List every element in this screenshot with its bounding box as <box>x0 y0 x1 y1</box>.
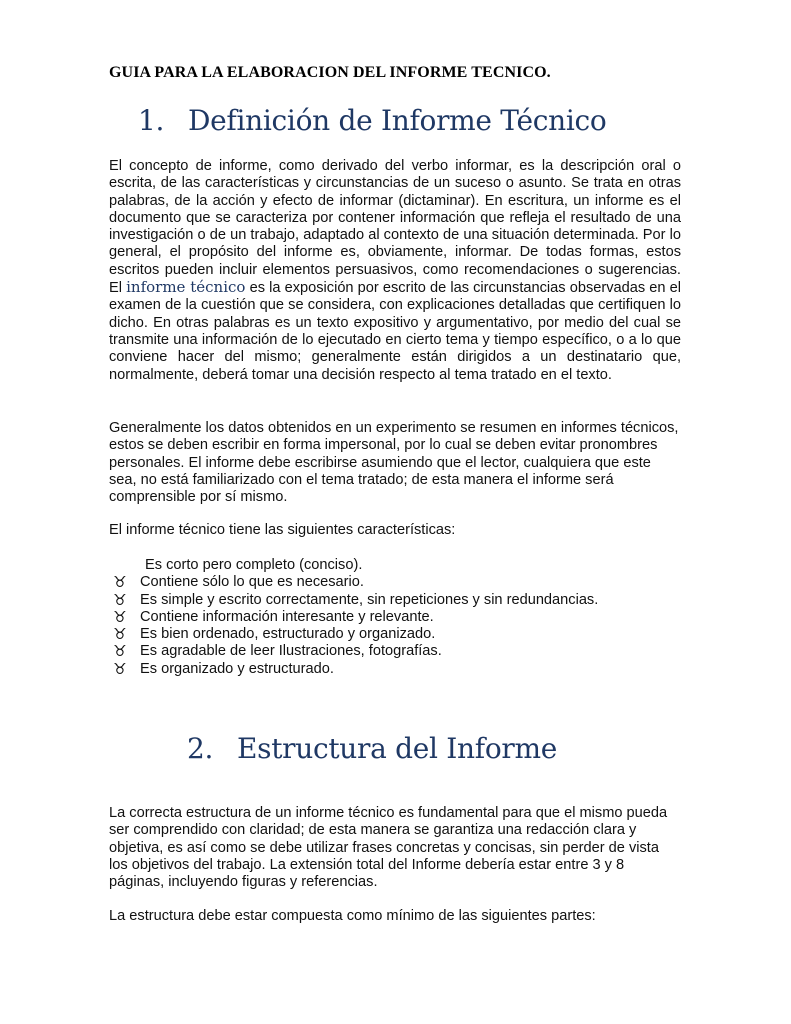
paragraph-partes: La estructura debe estar compuesta como mínimo de las siguientes partes: <box>109 908 596 924</box>
section-heading-text: Estructura del Informe <box>237 732 557 765</box>
taurus-symbol-icon: ♉ <box>113 590 127 609</box>
list-item <box>112 557 712 574</box>
paragraph-text: es la exposición por escrito de las circunstancias observadas en el examen de la cuestión que se considera, con explicaciones detalladas que certifiquen lo dicho. En otras palabras es un texto expositivo y argumentativo, por medio del cual se transmite una información de lo ejecutado en cierto tema y tiempo específico, o a lo que conviene hacer del mismo; generalmente están dirigidos a un destinatario que, normalmente, deberá tomar una decisión respecto al tema tratado en el texto. <box>109 280 681 383</box>
list-item-text: Es bien ordenado, estructurado y organizado. <box>140 626 436 643</box>
list-item <box>112 609 712 626</box>
list-item <box>112 574 712 591</box>
taurus-symbol-icon: ♉ <box>113 659 127 678</box>
section-number: 2. <box>187 732 214 765</box>
list-item-text: Contiene información interesante y relevante. <box>140 608 434 625</box>
characteristics-list <box>112 557 712 678</box>
paragraph-datos: Generalmente los datos obtenidos en un experimento se resumen en informes técnicos, estos se deben escribir en forma impersonal, por lo cual se deben evitar pronombres personales. El informe debe escribirse asumiendo que el lector, cualquiera que este sea, no está familiarizado con el tema tratado; de esta manera el informe será comprensible por sí mismo. <box>109 420 679 506</box>
list-item <box>112 592 712 609</box>
list-item-text: Es corto pero completo (conciso). <box>145 557 363 573</box>
taurus-symbol-icon: ♉ <box>113 625 127 644</box>
taurus-symbol-icon: ♉ <box>113 607 127 626</box>
list-item <box>112 661 712 678</box>
paragraph-definicion <box>109 158 681 384</box>
taurus-symbol-icon: ♉ <box>113 642 127 661</box>
list-item-text: Es organizado y estructurado. <box>140 660 334 677</box>
section-heading-estructura <box>187 732 557 765</box>
list-item-text: Es agradable de leer Ilustraciones, fotografías. <box>140 643 442 660</box>
document-title: GUIA PARA LA ELABORACION DEL INFORME TECNICO. <box>109 64 551 81</box>
list-item <box>112 643 712 660</box>
section-heading-definicion <box>138 104 606 137</box>
emphasis-informe-tecnico: informe técnico <box>126 278 246 297</box>
paragraph-estructura: La correcta estructura de un informe técnico es fundamental para que el mismo pueda ser comprendido con claridad; de esta manera se garantiza una redacción clara y objetiva, es así como se debe utilizar frases concretas y concisas, sin perder de vista los objetivos del trabajo. La extensión total del Informe debería estar entre 3 y 8 páginas, incluyendo figuras y referencias. <box>109 805 668 891</box>
paragraph-caracteristicas-intro: El informe técnico tiene las siguientes características: <box>109 522 456 538</box>
paragraph-text: El concepto de informe, como derivado del verbo informar, es la descripción oral o escrita, de las características y circunstancias de un suceso o asunto. Se trata en otras palabras, de la acción y efecto de informar (dictaminar). En escritura, un informe es el documento que se caracteriza por contener información que refleja el resultado de una investigación o de un trabajo, adaptado al contexto de una situación determinada. Por lo general, el propósito del informe es, obviamente, informar. De todas formas, estos escritos pueden incluir elementos persuasivos, como recomendaciones o sugerencias. El <box>109 158 681 297</box>
taurus-symbol-icon: ♉ <box>113 573 127 592</box>
list-item-text: Contiene sólo lo que es necesario. <box>140 574 364 591</box>
list-item-text: Es simple y escrito correctamente, sin repeticiones y sin redundancias. <box>140 591 599 608</box>
section-heading-text: Definición de Informe Técnico <box>188 104 607 137</box>
list-item <box>112 626 712 643</box>
section-number: 1. <box>138 104 165 137</box>
